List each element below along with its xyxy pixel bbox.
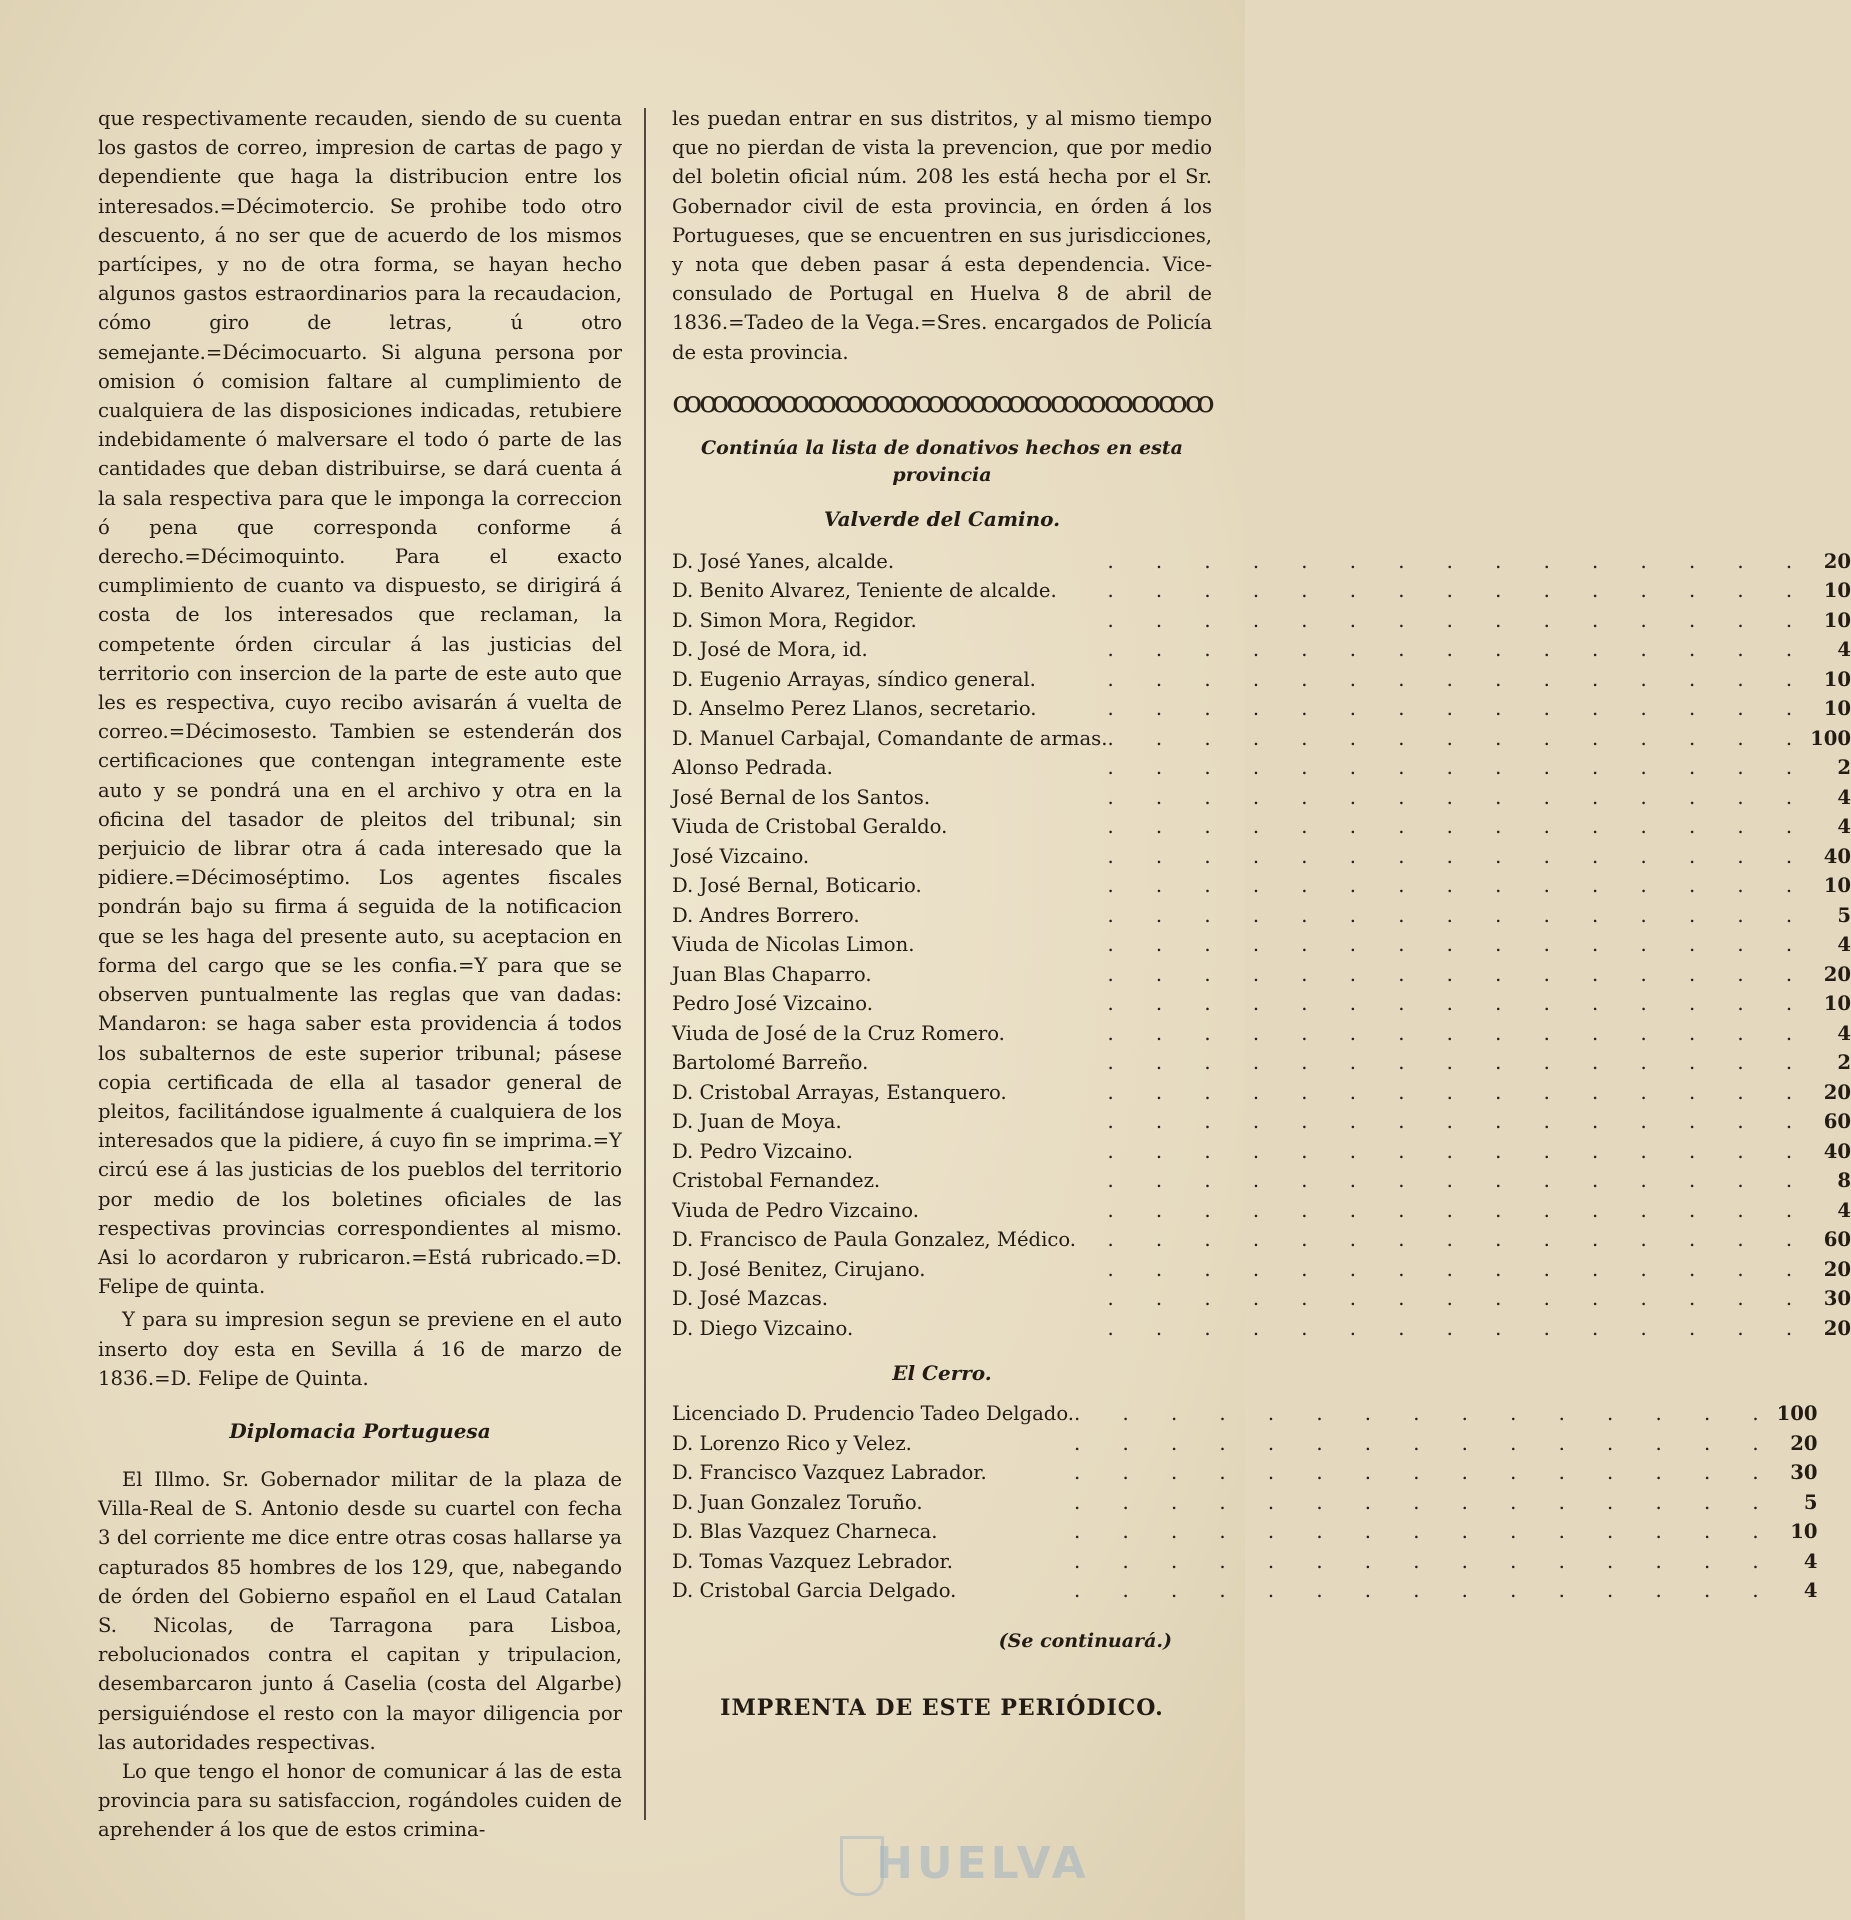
donor-name: D. Juan de Moya. [672, 1110, 842, 1134]
donor-row [672, 1196, 1851, 1226]
donor-row [672, 783, 1851, 813]
donor-name: D. Cristobal Arrayas, Estanquero. [672, 1080, 1007, 1104]
leader-dots: . . . . . . . . . . . . . . . [1107, 1051, 1811, 1075]
donation-amount: 20 [1790, 1431, 1818, 1455]
donation-amount: 10 [1823, 667, 1851, 691]
donation-amount: 10 [1823, 579, 1851, 603]
leader-dots: . . . . . . . . . . . . . . . [1107, 1257, 1811, 1281]
diplomacia-paragraph-1: El Illmo. Sr. Gobernador militar de la plaza de Villa-Real de S. Antonio desde su cuartel con fecha 3 del corriente me dice entre otras cosas hallarse ya capturados 85 hombres de los 129, que, nabegando de órden del Gobierno español en el Laud Catalan S. Nicolas, de Tarragona para Lisboa, rebolucionados contra el capitan y tripulacion, desembarcaron junto á Caselia (costa del Algarbe) persiguiéndose el resto con la mayor diligencia por las autoridades respectivas. [98, 1467, 622, 1754]
leader-dots: . . . . . . . . . . . . . . . [1107, 903, 1811, 927]
left-column [98, 104, 622, 1845]
donor-row [672, 635, 1851, 665]
donation-amount: 30 [1790, 1461, 1818, 1485]
donor-name: D. Anselmo Perez Llanos, secretario. [672, 697, 1037, 721]
donor-name: D. Francisco de Paula Gonzalez, Médico. [672, 1228, 1077, 1252]
donation-amount: 4 [1803, 1579, 1818, 1603]
donation-amount: 4 [1837, 815, 1851, 839]
donation-amount: 10 [1823, 608, 1851, 632]
donor-row [672, 989, 1851, 1019]
donation-amount: 4 [1837, 1021, 1851, 1045]
leader-dots: . . . . . . . . . . . . . . . [1107, 1080, 1811, 1104]
leader-dots: . . . . . . . . . . . . . . . [1107, 992, 1811, 1016]
leader-dots: . . . . . . . . . . . . . . . [1074, 1402, 1777, 1426]
donor-row [672, 960, 1851, 990]
donation-amount: 4 [1837, 933, 1851, 957]
donor-name: Viuda de José de la Cruz Romero. [672, 1021, 1005, 1045]
donation-list-heading: Continúa la lista de donativos hechos en esta provincia [701, 436, 1183, 486]
leader-dots: . . . . . . . . . . . . . . . [1107, 579, 1811, 603]
donor-row [672, 1284, 1851, 1314]
donor-row [672, 1019, 1851, 1049]
donor-name: D. Blas Vazquez Charneca. [672, 1520, 938, 1544]
donation-amount: 40 [1823, 844, 1851, 868]
continuation-note: (Se continuará.) [998, 1629, 1172, 1652]
donor-name: D. Benito Alvarez, Teniente de alcalde. [672, 579, 1057, 603]
leader-dots: . . . . . . . . . . . . . . . [1107, 1021, 1811, 1045]
leader-dots: . . . . . . . . . . . . . . . [1074, 1461, 1777, 1485]
leader-dots: . . . . . . . . . . . . . . . [1107, 1228, 1811, 1252]
leader-dots: . . . . . . . . . . . . . . . [1074, 1549, 1777, 1573]
donation-amount: 10 [1823, 992, 1851, 1016]
donor-name: D. Francisco Vazquez Labrador. [672, 1461, 987, 1485]
decree-closing: Y para su impresion segun se previene en el auto inserto doy esta en Sevilla á 16 de marzo de 1836.=D. Felipe de Quinta. [98, 1308, 622, 1390]
donor-row [672, 1458, 1818, 1488]
donor-name: D. José Bernal, Boticario. [672, 874, 922, 898]
ornamental-rule: ꝏꝏꝏꝏꝏꝏꝏꝏꝏꝏꝏꝏꝏꝏꝏꝏꝏꝏꝏꝏ [672, 384, 1212, 420]
donor-name: Juan Blas Chaparro. [672, 962, 872, 986]
section-title-diplomacia: Diplomacia Portuguesa [229, 1418, 491, 1443]
donor-name: Cristobal Fernandez. [672, 1169, 881, 1193]
donor-row [672, 930, 1851, 960]
town-heading-el-cerro: El Cerro. [892, 1361, 992, 1386]
donation-amount: 20 [1823, 962, 1851, 986]
leader-dots: . . . . . . . . . . . . . . . [1107, 815, 1811, 839]
leader-dots: . . . . . . . . . . . . . . . [1107, 844, 1811, 868]
donor-row [672, 606, 1851, 636]
donor-name: D. Eugenio Arrayas, síndico general. [672, 667, 1036, 691]
donation-amount: 20 [1823, 549, 1851, 573]
donor-table-el-cerro [672, 1399, 1818, 1606]
donor-row [672, 1517, 1818, 1547]
donation-amount: 8 [1837, 1169, 1851, 1193]
donation-amount: 60 [1823, 1228, 1851, 1252]
donor-row [672, 1429, 1818, 1459]
donor-name: D. José de Mora, id. [672, 638, 868, 662]
donor-row [672, 871, 1851, 901]
column-divider [644, 108, 646, 1820]
donor-row [672, 842, 1851, 872]
leader-dots: . . . . . . . . . . . . . . . [1107, 1316, 1811, 1340]
donation-amount: 10 [1823, 697, 1851, 721]
leader-dots: . . . . . . . . . . . . . . . [1107, 608, 1811, 632]
leader-dots: . . . . . . . . . . . . . . . [1107, 1198, 1811, 1222]
donor-row [672, 901, 1851, 931]
donation-amount: 4 [1837, 1198, 1851, 1222]
imprint-footer: IMPRENTA DE ESTE PERIÓDICO. [720, 1694, 1164, 1721]
donation-amount: 4 [1803, 1549, 1818, 1573]
donor-name: Pedro José Vizcaino. [672, 992, 873, 1016]
donation-amount: 10 [1790, 1520, 1818, 1544]
donor-name: D. Juan Gonzalez Toruño. [672, 1490, 923, 1514]
leader-dots: . . . . . . . . . . . . . . . [1107, 756, 1811, 780]
watermark-text: HUELVA [876, 1838, 1090, 1889]
donation-amount: 2 [1837, 1051, 1851, 1075]
donation-amount: 5 [1803, 1490, 1818, 1514]
donor-name: D. Lorenzo Rico y Velez. [672, 1431, 912, 1455]
donor-row [672, 724, 1851, 754]
leader-dots: . . . . . . . . . . . . . . . [1107, 962, 1811, 986]
donor-name: Bartolomé Barreño. [672, 1051, 869, 1075]
donor-row [672, 547, 1851, 577]
town-heading-valverde: Valverde del Camino. [823, 506, 1061, 531]
leader-dots: . . . . . . . . . . . . . . . [1074, 1579, 1777, 1603]
decree-paragraph: que respectivamente recauden, siendo de su cuenta los gastos de correo, impresion de cartas de pago y dependiente que haga la distribucion entre los interesados.=Décimotercio. Se prohibe todo otro descuento, á no ser que de acuerdo de los mismos partícipes, y no de otra forma, se hayan hecho algunos gastos estraordinarios para la recaudacion, cómo giro de letras, ú otro semejante.=Décimocuarto. Si alguna persona por omision ó comision faltare al cumplimiento de cualquiera de las disposiciones indicadas, retubiere indebidamente ó malversare el todo ó parte de las cantidades que deban distribuirse, se dará cuenta á la sala respectiva para que le imponga la correccion ó pena que corresponda conforme á derecho.=Décimoquinto. Para el exacto cumplimiento de cuanto va dispuesto, se dirigirá á costa de los interesados que reclaman, la competente órden circular á las justicias del territorio con insercion de la parte de este auto que les es respectiva, cuyo recibo avisarán á vuelta de correo.=Décimosesto. Tambien se estenderán dos certificaciones que contengan integramente este auto y se pondrá una en el archivo y otra en la oficina del tasador de pleitos del tribunal; sin perjuicio de librar otra á cada interesado que la pidiere.=Décimoséptimo. Los agentes fiscales pondrán bajo su firma á seguida de la notificacion que se les haga del presente auto, su aceptacion en forma del cargo que se les confia.=Y para que se observen puntualmente las reglas que van dadas: Mandaron: se haga saber esta providencia á todos los subalternos de este superior tribunal; pásese copia certificada de ella al tasador general de pleitos, facilitándose igualmente á cualquiera de los interesados que la pidiere, á cuyo fin se imprima.=Y circú ese á las justicias de los pueblos del territorio por medio de los boletines oficiales de las respectivas provincias correspondientes al mismo. Asi lo acordaron y rubricaron.=Está rubricado.=D. Felipe de quinta. [98, 107, 622, 1299]
leader-dots: . . . . . . . . . . . . . . . [1107, 1169, 1811, 1193]
leader-dots: . . . . . . . . . . . . . . . [1107, 1139, 1811, 1163]
donor-row [672, 1137, 1851, 1167]
donor-row [672, 1399, 1818, 1429]
donation-amount: 100 [1810, 726, 1851, 750]
donation-amount: 40 [1823, 1139, 1851, 1163]
donor-name: D. Pedro Vizcaino. [672, 1139, 853, 1163]
leader-dots: . . . . . . . . . . . . . . . [1107, 1287, 1811, 1311]
donor-name: D. Cristobal Garcia Delgado. [672, 1579, 957, 1603]
donation-amount: 2 [1837, 756, 1851, 780]
donation-amount: 60 [1823, 1110, 1851, 1134]
donor-row [672, 1255, 1851, 1285]
leader-dots: . . . . . . . . . . . . . . . [1074, 1520, 1777, 1544]
leader-dots: . . . . . . . . . . . . . . . [1107, 785, 1811, 809]
donor-name: D. José Benitez, Cirujano. [672, 1257, 926, 1281]
donation-amount: 20 [1823, 1257, 1851, 1281]
donor-name: D. Diego Vizcaino. [672, 1316, 854, 1340]
donor-name: Licenciado D. Prudencio Tadeo Delgado. [672, 1402, 1075, 1426]
diplomacia-paragraph-2: Lo que tengo el honor de comunicar á las de esta provincia para su satisfaccion, rogándoles cuiden de aprehender á los que de estos crimina- [98, 1759, 622, 1842]
right-column [672, 104, 1851, 1721]
continuation-paragraph: les puedan entrar en sus distritos, y al mismo tiempo que no pierdan de vista la prevencion, que por medio del boletin oficial núm. 208 les está hecha por el Sr. Gobernador civil de esta provincia, en órden á los Portugueses, que se encuentren en sus jurisdicciones, y nota que deben pasar á esta dependencia. Vice-consulado de Portugal en Huelva 8 de abril de 1836.=Tadeo de la Vega.=Sres. encargados de Policía de esta provincia. [672, 107, 1212, 364]
donor-row [672, 1107, 1851, 1137]
donor-name: Viuda de Cristobal Geraldo. [672, 815, 948, 839]
donor-name: D. Manuel Carbajal, Comandante de armas. [672, 726, 1108, 750]
donor-name: Viuda de Nicolas Limon. [672, 933, 915, 957]
donation-amount: 20 [1823, 1316, 1851, 1340]
donor-row [672, 1576, 1818, 1606]
donation-amount: 20 [1823, 1080, 1851, 1104]
leader-dots: . . . . . . . . . . . . . . . [1074, 1431, 1777, 1455]
leader-dots: . . . . . . . . . . . . . . . [1107, 933, 1811, 957]
donation-amount: 4 [1837, 638, 1851, 662]
donor-name: Alonso Pedrada. [672, 756, 833, 780]
leader-dots: . . . . . . . . . . . . . . . [1074, 1490, 1777, 1514]
donor-name: D. Simon Mora, Regidor. [672, 608, 917, 632]
donor-row [672, 665, 1851, 695]
donor-row [672, 812, 1851, 842]
donor-name: José Vizcaino. [672, 844, 810, 868]
donor-name: D. Andres Borrero. [672, 903, 860, 927]
donor-row [672, 1225, 1851, 1255]
donor-row [672, 1048, 1851, 1078]
leader-dots: . . . . . . . . . . . . . . . [1107, 874, 1811, 898]
donor-row [672, 1488, 1818, 1518]
donor-row [672, 753, 1851, 783]
donor-row [672, 576, 1851, 606]
donor-name: D. José Mazcas. [672, 1287, 829, 1311]
donor-name: Viuda de Pedro Vizcaino. [672, 1198, 919, 1222]
leader-dots: . . . . . . . . . . . . . . . [1107, 726, 1811, 750]
donor-name: D. Tomas Vazquez Lebrador. [672, 1549, 953, 1573]
donation-amount: 4 [1837, 785, 1851, 809]
donation-amount: 10 [1823, 874, 1851, 898]
donor-row [672, 1547, 1818, 1577]
donor-row [672, 1166, 1851, 1196]
donor-name: José Bernal de los Santos. [672, 785, 931, 809]
leader-dots: . . . . . . . . . . . . . . . [1107, 667, 1811, 691]
leader-dots: . . . . . . . . . . . . . . . [1107, 638, 1811, 662]
leader-dots: . . . . . . . . . . . . . . . [1107, 549, 1811, 573]
donor-row [672, 1314, 1851, 1344]
donation-amount: 5 [1837, 903, 1851, 927]
leader-dots: . . . . . . . . . . . . . . . [1107, 697, 1811, 721]
donor-table-valverde [672, 547, 1851, 1344]
leader-dots: . . . . . . . . . . . . . . . [1107, 1110, 1811, 1134]
donation-amount: 30 [1823, 1287, 1851, 1311]
donor-row [672, 694, 1851, 724]
donation-amount: 100 [1776, 1402, 1818, 1426]
donor-row [672, 1078, 1851, 1108]
donor-name: D. José Yanes, alcalde. [672, 549, 895, 573]
